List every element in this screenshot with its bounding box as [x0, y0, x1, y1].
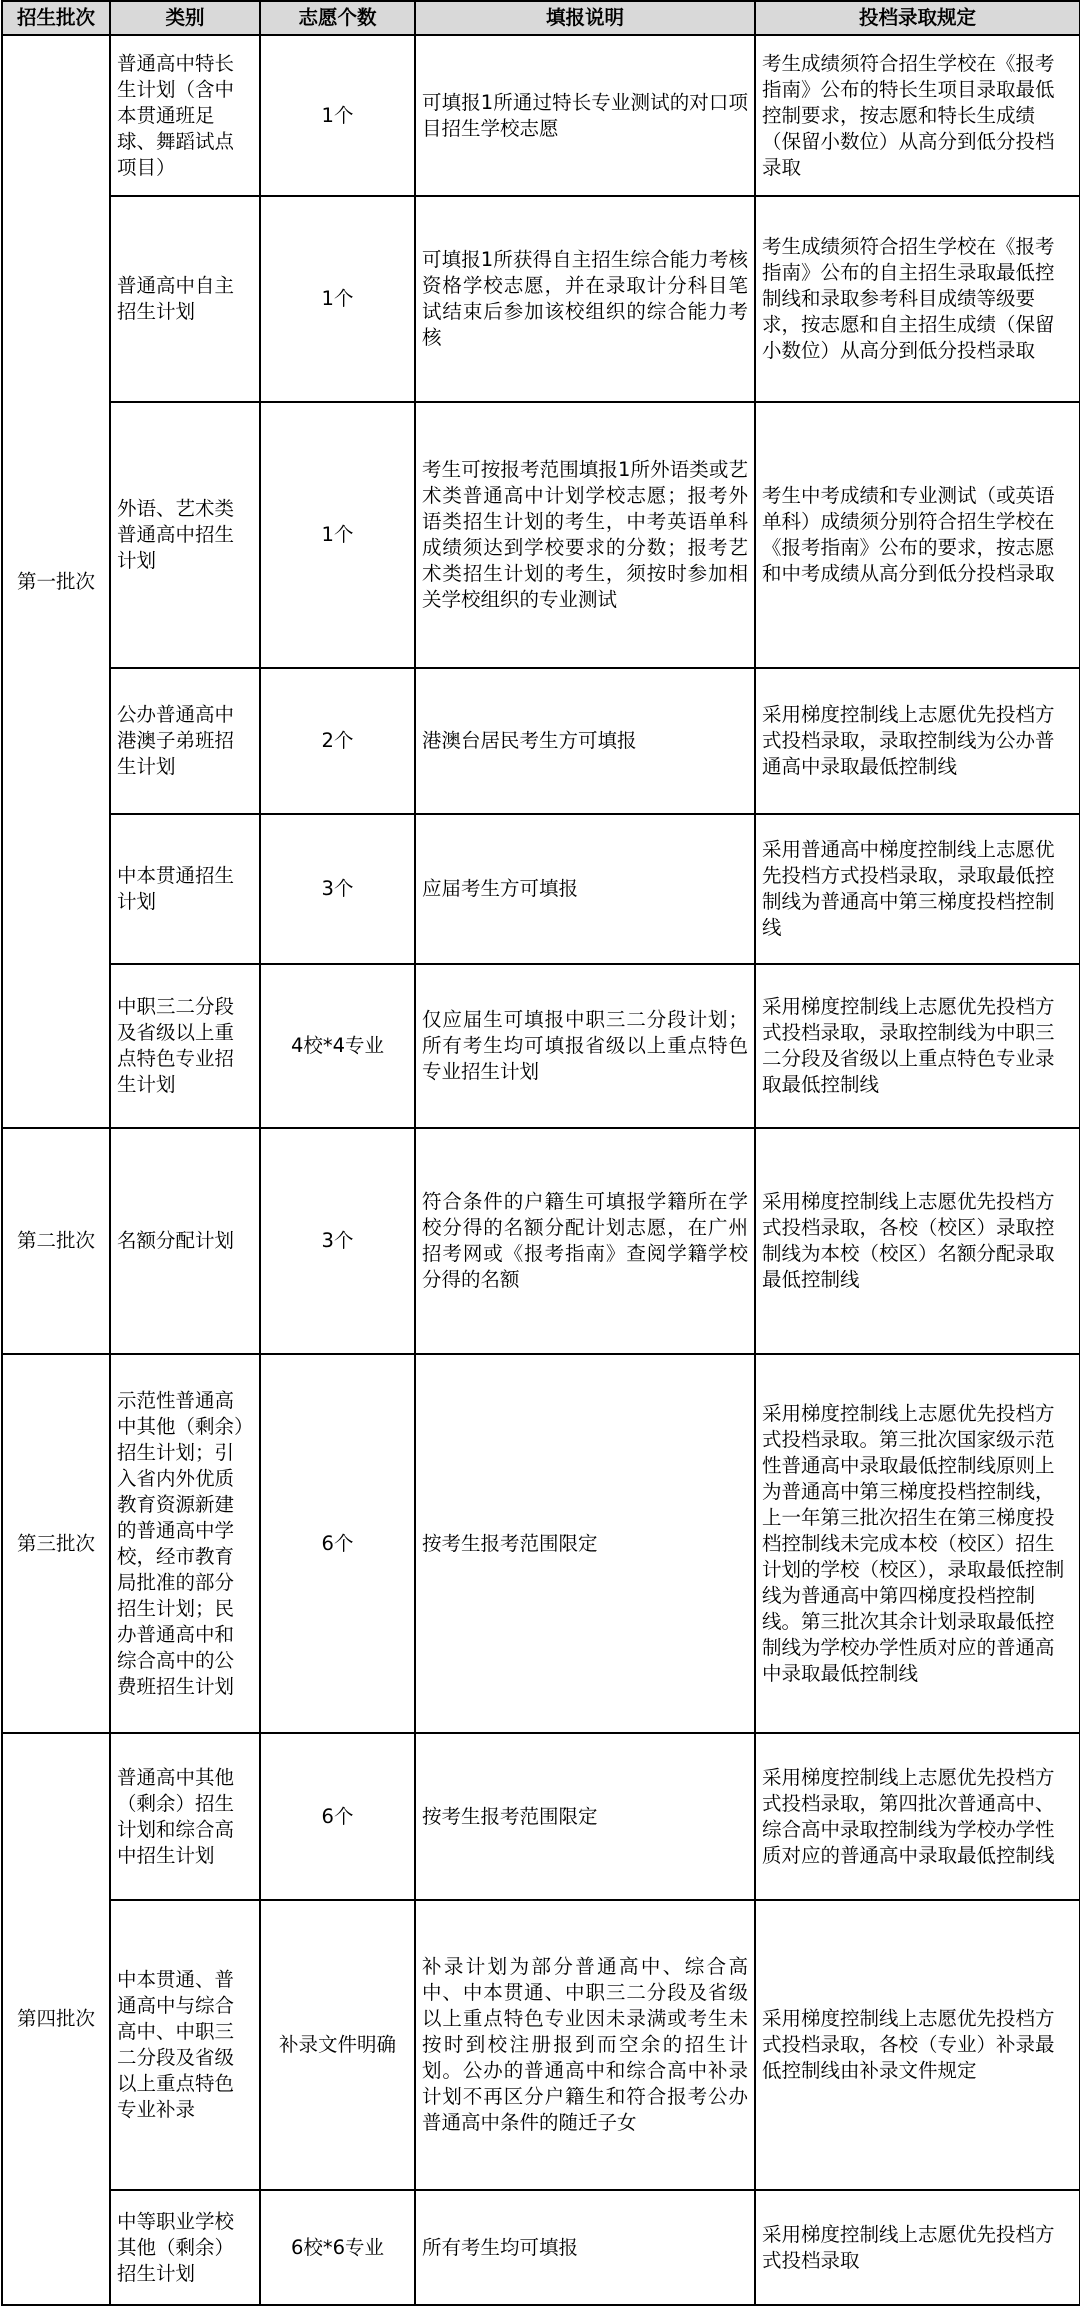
note-cell: 仅应届生可填报中职三二分段计划；所有考生均可填报省级以上重点特色专业招生计划	[415, 964, 755, 1128]
note-cell: 按考生报考范围限定	[415, 1354, 755, 1733]
batch-cell: 第二批次	[2, 1128, 110, 1354]
note-cell: 考生可按报考范围填报1所外语类或艺术类普通高中计划学校志愿；报考外语类招生计划的考生，中考英语单科成绩须达到学校要求的分数；报考艺术类招生计划的考生，须按时参加相关学校组织的专业测试	[415, 402, 755, 668]
rule-cell: 考生中考成绩和专业测试（或英语单科）成绩须分别符合招生学校在《报考指南》公布的要求，按志愿和中考成绩从高分到低分投档录取	[755, 402, 1080, 668]
count-cell: 3个	[260, 1128, 415, 1354]
rule-cell: 采用梯度控制线上志愿优先投档方式投档录取，第四批次普通高中、综合高中录取控制线为学校办学性质对应的普通高中录取最低控制线	[755, 1733, 1080, 1900]
table-row	[2, 1354, 1080, 1733]
count-cell: 6个	[260, 1733, 415, 1900]
category-cell: 名额分配计划	[110, 1128, 260, 1354]
category-cell: 中等职业学校其他（剩余）招生计划	[110, 2190, 260, 2305]
note-cell: 港澳台居民考生方可填报	[415, 668, 755, 814]
table-row	[2, 2190, 1080, 2305]
category-cell: 示范性普通高中其他（剩余）招生计划；引入省内外优质教育资源新建的普通高中学校，经市教育局批准的部分招生计划；民办普通高中和综合高中的公费班招生计划	[110, 1354, 260, 1733]
rule-cell: 采用梯度控制线上志愿优先投档方式投档录取，各校（校区）录取控制线为本校（校区）名额分配录取最低控制线	[755, 1128, 1080, 1354]
table-row	[2, 1128, 1080, 1354]
header-rule: 投档录取规定	[755, 1, 1080, 35]
table-row	[2, 814, 1080, 964]
table-row	[2, 196, 1080, 402]
header-batch: 招生批次	[2, 1, 110, 35]
note-cell: 所有考生均可填报	[415, 2190, 755, 2305]
note-cell: 按考生报考范围限定	[415, 1733, 755, 1900]
count-cell: 6个	[260, 1354, 415, 1733]
category-cell: 中本贯通、普通高中与综合高中、中职三二分段及省级以上重点特色专业补录	[110, 1900, 260, 2190]
count-cell: 1个	[260, 196, 415, 402]
rule-cell: 采用梯度控制线上志愿优先投档方式投档录取，各校（专业）补录最低控制线由补录文件规定	[755, 1900, 1080, 2190]
rule-cell: 采用梯度控制线上志愿优先投档方式投档录取，录取控制线为公办普通高中录取最低控制线	[755, 668, 1080, 814]
header-note: 填报说明	[415, 1, 755, 35]
table-row	[2, 964, 1080, 1128]
table-row	[2, 35, 1080, 196]
count-cell: 6校*6专业	[260, 2190, 415, 2305]
table-row	[2, 1900, 1080, 2190]
rule-cell: 采用普通高中梯度控制线上志愿优先投档方式投档录取，录取最低控制线为普通高中第三梯度投档控制线	[755, 814, 1080, 964]
category-cell: 中本贯通招生计划	[110, 814, 260, 964]
note-cell: 应届考生方可填报	[415, 814, 755, 964]
rule-cell: 考生成绩须符合招生学校在《报考指南》公布的自主招生录取最低控制线和录取参考科目成绩等级要求，按志愿和自主招生成绩（保留小数位）从高分到低分投档录取	[755, 196, 1080, 402]
admission-table	[1, 0, 1080, 2306]
note-cell: 符合条件的户籍生可填报学籍所在学校分得的名额分配计划志愿，在广州招考网或《报考指南》查阅学籍学校分得的名额	[415, 1128, 755, 1354]
note-cell: 可填报1所获得自主招生综合能力考核资格学校志愿，并在录取计分科目笔试结束后参加该校组织的综合能力考核	[415, 196, 755, 402]
batch-cell: 第四批次	[2, 1733, 110, 2305]
header-row	[2, 1, 1080, 35]
category-cell: 普通高中自主招生计划	[110, 196, 260, 402]
count-cell: 4校*4专业	[260, 964, 415, 1128]
table-row	[2, 402, 1080, 668]
table-row	[2, 1733, 1080, 1900]
category-cell: 中职三二分段及省级以上重点特色专业招生计划	[110, 964, 260, 1128]
count-cell: 3个	[260, 814, 415, 964]
category-cell: 公办普通高中港澳子弟班招生计划	[110, 668, 260, 814]
header-category: 类别	[110, 1, 260, 35]
category-cell: 普通高中其他（剩余）招生计划和综合高中招生计划	[110, 1733, 260, 1900]
note-cell: 可填报1所通过特长专业测试的对口项目招生学校志愿	[415, 35, 755, 196]
count-cell: 补录文件明确	[260, 1900, 415, 2190]
header-count: 志愿个数	[260, 1, 415, 35]
batch-cell: 第一批次	[2, 35, 110, 1128]
count-cell: 1个	[260, 35, 415, 196]
rule-cell: 采用梯度控制线上志愿优先投档方式投档录取，录取控制线为中职三二分段及省级以上重点特色专业录取最低控制线	[755, 964, 1080, 1128]
category-cell: 普通高中特长生计划（含中本贯通班足球、舞蹈试点项目）	[110, 35, 260, 196]
table-row	[2, 668, 1080, 814]
category-cell: 外语、艺术类普通高中招生计划	[110, 402, 260, 668]
batch-cell: 第三批次	[2, 1354, 110, 1733]
note-cell: 补录计划为部分普通高中、综合高中、中本贯通、中职三二分段及省级以上重点特色专业因未录满或考生未按时到校注册报到而空余的招生计划。公办的普通高中和综合高中补录计划不再区分户籍生和符合报考公办普通高中条件的随迁子女	[415, 1900, 755, 2190]
count-cell: 1个	[260, 402, 415, 668]
rule-cell: 考生成绩须符合招生学校在《报考指南》公布的特长生项目录取最低控制要求，按志愿和特长生成绩（保留小数位）从高分到低分投档录取	[755, 35, 1080, 196]
rule-cell: 采用梯度控制线上志愿优先投档方式投档录取。第三批次国家级示范性普通高中录取最低控制线原则上为普通高中第三梯度投档控制线，上一年第三批次招生在第三梯度投档控制线未完成本校（校区）招生计划的学校（校区），录取最低控制线为普通高中第四梯度投档控制线。第三批次其余计划录取最低控制线为学校办学性质对应的普通高中录取最低控制线	[755, 1354, 1080, 1733]
rule-cell: 采用梯度控制线上志愿优先投档方式投档录取	[755, 2190, 1080, 2305]
count-cell: 2个	[260, 668, 415, 814]
